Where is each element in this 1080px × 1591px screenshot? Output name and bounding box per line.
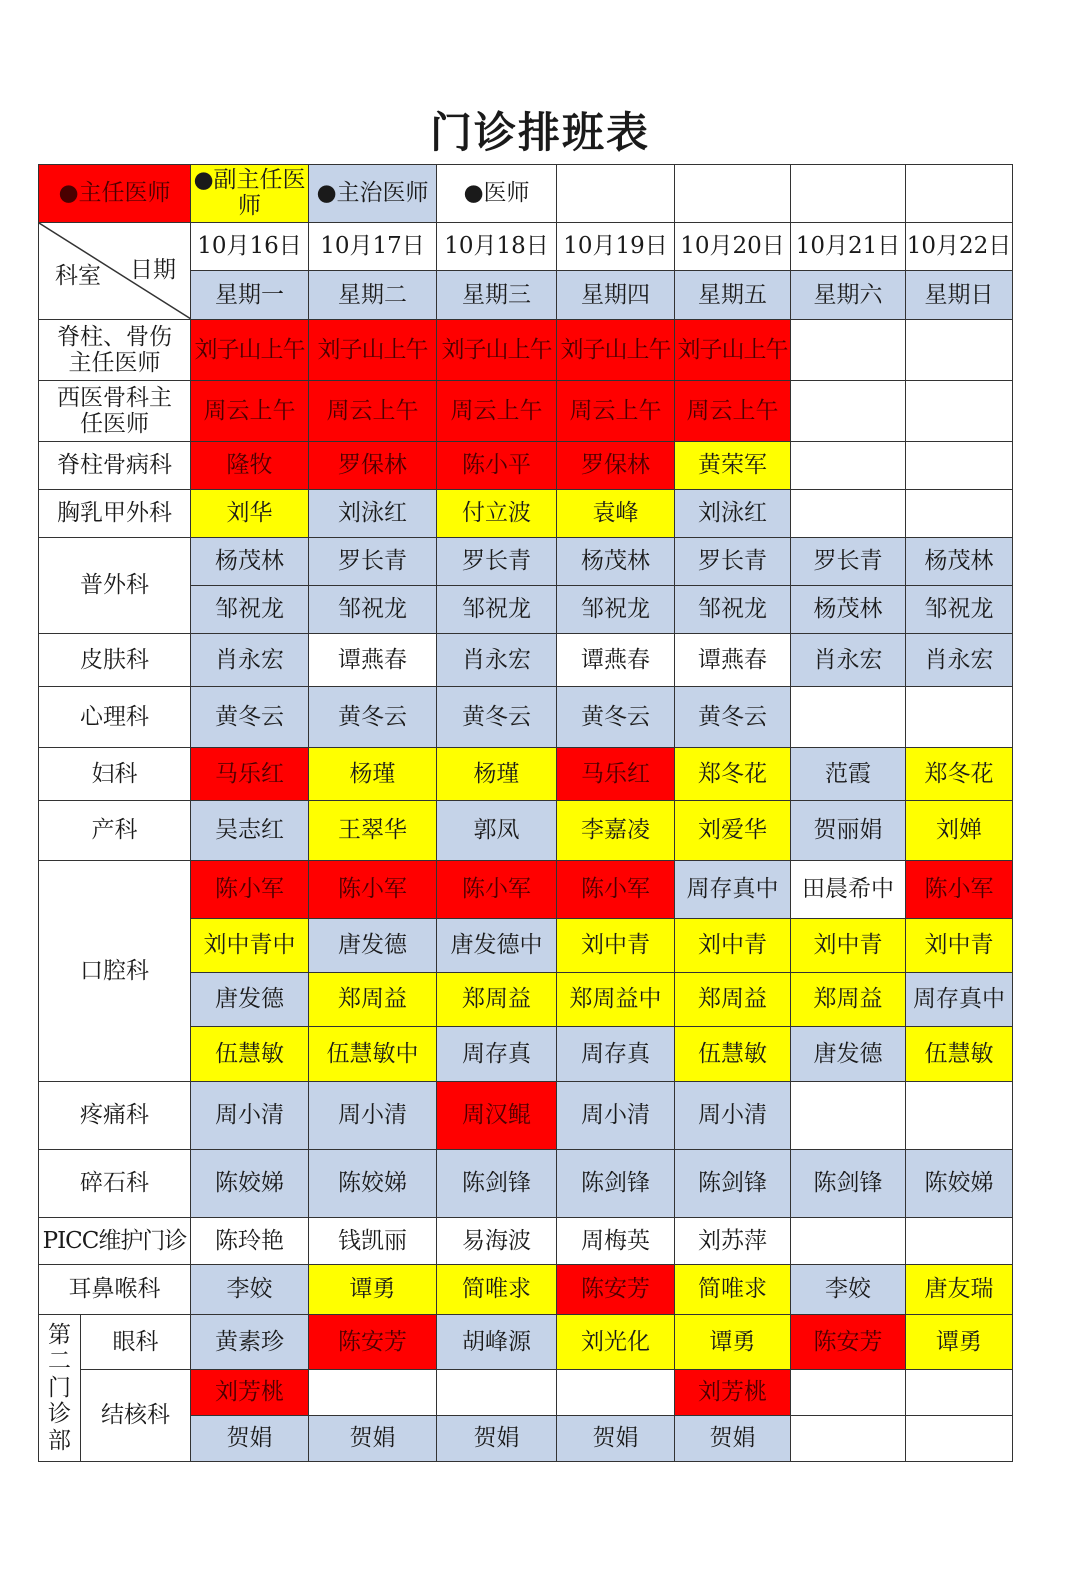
shift-cell: 谭勇 bbox=[309, 1265, 437, 1315]
shift-cell: 刘中青中 bbox=[191, 919, 309, 973]
shift-cell: 伍慧敏 bbox=[675, 1027, 791, 1082]
shift-cell: 周梅英 bbox=[557, 1218, 675, 1265]
shift-cell: 吴志红 bbox=[191, 801, 309, 861]
shift-cell: 陈小军 bbox=[437, 861, 557, 919]
shift-cell: 周小清 bbox=[675, 1082, 791, 1150]
shift-cell: 郭凤 bbox=[437, 801, 557, 861]
shift-cell: 周存真 bbox=[557, 1027, 675, 1082]
shift-cell: 胡峰源 bbox=[437, 1315, 557, 1370]
shift-cell: 刘光化 bbox=[557, 1315, 675, 1370]
legend-row bbox=[39, 165, 1013, 223]
weekday-cell: 星期三 bbox=[437, 271, 557, 320]
corner-dept-label: 科室 bbox=[55, 262, 101, 289]
shift-cell: 唐友瑞 bbox=[906, 1265, 1013, 1315]
shift-cell: 肖永宏 bbox=[906, 634, 1013, 687]
shift-cell: 陈安芳 bbox=[791, 1315, 906, 1370]
shift-cell: 钱凯丽 bbox=[309, 1218, 437, 1265]
shift-cell: 邹祝龙 bbox=[906, 586, 1013, 634]
shift-cell: 贺娟 bbox=[437, 1416, 557, 1462]
schedule-row bbox=[39, 1082, 1013, 1150]
shift-cell: 周存真中 bbox=[906, 973, 1013, 1027]
legend-blank bbox=[675, 165, 791, 223]
dept-cell: 胸乳甲外科 bbox=[39, 490, 191, 538]
shift-cell: 陈小军 bbox=[906, 861, 1013, 919]
dept-cell: 口腔科 bbox=[39, 861, 191, 1082]
shift-cell: 李嘉凌 bbox=[557, 801, 675, 861]
schedule-row bbox=[39, 320, 1013, 381]
shift-cell: 邹祝龙 bbox=[675, 586, 791, 634]
dept-cell: 心理科 bbox=[39, 687, 191, 748]
schedule-row bbox=[39, 634, 1013, 687]
shift-cell: 贺娟 bbox=[675, 1416, 791, 1462]
shift-cell bbox=[791, 1370, 906, 1416]
shift-cell: 周小清 bbox=[557, 1082, 675, 1150]
shift-cell: 郑周益 bbox=[791, 973, 906, 1027]
shift-cell: 陈玲艳 bbox=[191, 1218, 309, 1265]
second-dept-label: 第二门诊部 bbox=[39, 1315, 81, 1462]
shift-cell bbox=[791, 442, 906, 490]
weekday-cell: 星期一 bbox=[191, 271, 309, 320]
shift-cell: 陈小军 bbox=[191, 861, 309, 919]
shift-cell: 周云上午 bbox=[675, 381, 791, 442]
shift-cell: 刘中青 bbox=[557, 919, 675, 973]
shift-cell: 刘苏萍 bbox=[675, 1218, 791, 1265]
shift-cell: 肖永宏 bbox=[791, 634, 906, 687]
shift-cell: 伍慧敏 bbox=[191, 1027, 309, 1082]
shift-cell: 周存真中 bbox=[675, 861, 791, 919]
shift-cell: 刘泳红 bbox=[675, 490, 791, 538]
shift-cell: 陈安芳 bbox=[309, 1315, 437, 1370]
shift-cell: 罗长青 bbox=[791, 538, 906, 586]
shift-cell: 黄冬云 bbox=[437, 687, 557, 748]
shift-cell: 周汉鲲 bbox=[437, 1082, 557, 1150]
shift-cell: 刘中青 bbox=[675, 919, 791, 973]
dept-cell: 眼科 bbox=[81, 1315, 191, 1370]
shift-cell: 黄冬云 bbox=[309, 687, 437, 748]
shift-cell bbox=[906, 381, 1013, 442]
shift-cell bbox=[309, 1370, 437, 1416]
dept-cell: 结核科 bbox=[81, 1370, 191, 1462]
legend-blank bbox=[557, 165, 675, 223]
weekday-cell: 星期日 bbox=[906, 271, 1013, 320]
shift-cell: 肖永宏 bbox=[437, 634, 557, 687]
schedule-row bbox=[39, 861, 1013, 919]
shift-cell: 陈姣娣 bbox=[191, 1150, 309, 1218]
schedule-table bbox=[38, 164, 1013, 1462]
corner-header bbox=[39, 223, 191, 320]
weekday-cell: 星期五 bbox=[675, 271, 791, 320]
shift-cell: 郑冬花 bbox=[675, 748, 791, 801]
shift-cell: 刘子山上午 bbox=[675, 320, 791, 381]
legend-blank bbox=[791, 165, 906, 223]
shift-cell: 谭勇 bbox=[906, 1315, 1013, 1370]
shift-cell: 陈小军 bbox=[309, 861, 437, 919]
dept-cell: 产科 bbox=[39, 801, 191, 861]
dept-cell: PICC维护门诊 bbox=[39, 1218, 191, 1265]
shift-cell: 黄冬云 bbox=[557, 687, 675, 748]
shift-cell: 王翠华 bbox=[309, 801, 437, 861]
shift-cell: 李姣 bbox=[191, 1265, 309, 1315]
shift-cell bbox=[906, 320, 1013, 381]
shift-cell: 隆牧 bbox=[191, 442, 309, 490]
dept-cell: 脊柱、骨伤主任医师 bbox=[39, 320, 191, 381]
shift-cell: 罗保林 bbox=[557, 442, 675, 490]
schedule-row bbox=[39, 1265, 1013, 1315]
shift-cell: 邹祝龙 bbox=[437, 586, 557, 634]
shift-cell: 李姣 bbox=[791, 1265, 906, 1315]
shift-cell bbox=[906, 687, 1013, 748]
shift-cell: 伍慧敏中 bbox=[309, 1027, 437, 1082]
shift-cell: 陈安芳 bbox=[557, 1265, 675, 1315]
date-row bbox=[39, 223, 1013, 271]
shift-cell: 刘华 bbox=[191, 490, 309, 538]
date-cell: 10月20日 bbox=[675, 223, 791, 271]
shift-cell: 黄冬云 bbox=[191, 687, 309, 748]
shift-cell: 易海波 bbox=[437, 1218, 557, 1265]
shift-cell: 周小清 bbox=[191, 1082, 309, 1150]
shift-cell: 袁峰 bbox=[557, 490, 675, 538]
dept-cell: 脊柱骨病科 bbox=[39, 442, 191, 490]
schedule-row bbox=[39, 442, 1013, 490]
shift-cell: 贺娟 bbox=[309, 1416, 437, 1462]
shift-cell: 陈姣娣 bbox=[309, 1150, 437, 1218]
date-cell: 10月22日 bbox=[906, 223, 1013, 271]
weekday-cell: 星期四 bbox=[557, 271, 675, 320]
shift-cell: 谭燕春 bbox=[557, 634, 675, 687]
shift-cell bbox=[906, 490, 1013, 538]
shift-cell: 范霞 bbox=[791, 748, 906, 801]
dept-cell: 妇科 bbox=[39, 748, 191, 801]
shift-cell: 周小清 bbox=[309, 1082, 437, 1150]
shift-cell: 郑周益 bbox=[675, 973, 791, 1027]
shift-cell bbox=[791, 1218, 906, 1265]
shift-cell: 付立波 bbox=[437, 490, 557, 538]
shift-cell: 简唯求 bbox=[675, 1265, 791, 1315]
shift-cell: 杨瑾 bbox=[309, 748, 437, 801]
shift-cell: 马乐红 bbox=[557, 748, 675, 801]
legend-associate-chief-physician: ●副主任医师 bbox=[191, 165, 309, 223]
schedule-row bbox=[39, 538, 1013, 586]
shift-cell: 陈剑锋 bbox=[675, 1150, 791, 1218]
schedule-row bbox=[39, 748, 1013, 801]
shift-cell: 刘中青 bbox=[791, 919, 906, 973]
shift-cell bbox=[791, 320, 906, 381]
shift-cell: 陈剑锋 bbox=[791, 1150, 906, 1218]
shift-cell: 刘芳桃 bbox=[675, 1370, 791, 1416]
date-cell: 10月16日 bbox=[191, 223, 309, 271]
shift-cell bbox=[791, 687, 906, 748]
shift-cell: 杨茂林 bbox=[191, 538, 309, 586]
dept-cell: 皮肤科 bbox=[39, 634, 191, 687]
corner-date-label: 日期 bbox=[130, 257, 177, 283]
dept-cell: 疼痛科 bbox=[39, 1082, 191, 1150]
dept-cell: 普外科 bbox=[39, 538, 191, 634]
shift-cell: 刘子山上午 bbox=[437, 320, 557, 381]
shift-cell: 邹祝龙 bbox=[191, 586, 309, 634]
shift-cell: 贺娟 bbox=[191, 1416, 309, 1462]
schedule-body bbox=[39, 320, 1013, 1462]
legend-attending-physician: ●主治医师 bbox=[309, 165, 437, 223]
schedule-row bbox=[39, 1150, 1013, 1218]
shift-cell: 杨茂林 bbox=[791, 586, 906, 634]
shift-cell bbox=[906, 1218, 1013, 1265]
schedule-row bbox=[39, 687, 1013, 748]
shift-cell bbox=[791, 490, 906, 538]
legend-blank bbox=[906, 165, 1013, 223]
shift-cell: 罗保林 bbox=[309, 442, 437, 490]
schedule-row bbox=[39, 1218, 1013, 1265]
legend-chief-physician: ●主任医师 bbox=[39, 165, 191, 223]
shift-cell: 谭燕春 bbox=[675, 634, 791, 687]
shift-cell: 唐发德 bbox=[191, 973, 309, 1027]
shift-cell: 杨茂林 bbox=[906, 538, 1013, 586]
shift-cell: 罗长青 bbox=[437, 538, 557, 586]
shift-cell: 罗长青 bbox=[675, 538, 791, 586]
schedule-row bbox=[39, 490, 1013, 538]
shift-cell: 唐发德 bbox=[791, 1027, 906, 1082]
shift-cell bbox=[906, 1082, 1013, 1150]
dept-cell: 西医骨科主任医师 bbox=[39, 381, 191, 442]
shift-cell: 陈姣娣 bbox=[906, 1150, 1013, 1218]
shift-cell: 谭勇 bbox=[675, 1315, 791, 1370]
shift-cell: 郑周益 bbox=[309, 973, 437, 1027]
shift-cell: 杨茂林 bbox=[557, 538, 675, 586]
dept-cell: 耳鼻喉科 bbox=[39, 1265, 191, 1315]
shift-cell: 刘子山上午 bbox=[309, 320, 437, 381]
shift-cell bbox=[437, 1370, 557, 1416]
shift-cell: 杨瑾 bbox=[437, 748, 557, 801]
shift-cell: 田晨希中 bbox=[791, 861, 906, 919]
shift-cell: 黄荣军 bbox=[675, 442, 791, 490]
shift-cell: 刘爱华 bbox=[675, 801, 791, 861]
shift-cell: 简唯求 bbox=[437, 1265, 557, 1315]
schedule-row bbox=[39, 1370, 1013, 1416]
date-cell: 10月21日 bbox=[791, 223, 906, 271]
shift-cell: 黄冬云 bbox=[675, 687, 791, 748]
shift-cell: 唐发德中 bbox=[437, 919, 557, 973]
legend-physician: ●医师 bbox=[437, 165, 557, 223]
shift-cell: 刘芳桃 bbox=[191, 1370, 309, 1416]
schedule-row bbox=[39, 801, 1013, 861]
shift-cell: 郑冬花 bbox=[906, 748, 1013, 801]
shift-cell bbox=[906, 442, 1013, 490]
shift-cell: 肖永宏 bbox=[191, 634, 309, 687]
shift-cell: 谭燕春 bbox=[309, 634, 437, 687]
shift-cell: 贺娟 bbox=[557, 1416, 675, 1462]
shift-cell: 刘子山上午 bbox=[557, 320, 675, 381]
shift-cell: 邹祝龙 bbox=[557, 586, 675, 634]
date-cell: 10月18日 bbox=[437, 223, 557, 271]
shift-cell: 周存真 bbox=[437, 1027, 557, 1082]
weekday-cell: 星期二 bbox=[309, 271, 437, 320]
shift-cell bbox=[791, 381, 906, 442]
shift-cell bbox=[906, 1416, 1013, 1462]
shift-cell: 刘子山上午 bbox=[191, 320, 309, 381]
shift-cell: 黄素珍 bbox=[191, 1315, 309, 1370]
shift-cell: 周云上午 bbox=[191, 381, 309, 442]
page-title: 门诊排班表 bbox=[429, 108, 650, 157]
shift-cell: 陈小平 bbox=[437, 442, 557, 490]
shift-cell: 陈小军 bbox=[557, 861, 675, 919]
shift-cell: 陈剑锋 bbox=[437, 1150, 557, 1218]
shift-cell: 陈剑锋 bbox=[557, 1150, 675, 1218]
schedule-row bbox=[39, 381, 1013, 442]
shift-cell: 邹祝龙 bbox=[309, 586, 437, 634]
shift-cell: 刘婵 bbox=[906, 801, 1013, 861]
shift-cell: 伍慧敏 bbox=[906, 1027, 1013, 1082]
shift-cell bbox=[791, 1082, 906, 1150]
shift-cell: 贺丽娟 bbox=[791, 801, 906, 861]
shift-cell: 马乐红 bbox=[191, 748, 309, 801]
shift-cell bbox=[557, 1370, 675, 1416]
shift-cell: 周云上午 bbox=[557, 381, 675, 442]
shift-cell: 罗长青 bbox=[309, 538, 437, 586]
shift-cell: 郑周益中 bbox=[557, 973, 675, 1027]
shift-cell bbox=[791, 1416, 906, 1462]
shift-cell: 刘中青 bbox=[906, 919, 1013, 973]
weekday-cell: 星期六 bbox=[791, 271, 906, 320]
date-cell: 10月17日 bbox=[309, 223, 437, 271]
date-cell: 10月19日 bbox=[557, 223, 675, 271]
schedule-row bbox=[39, 1315, 1013, 1370]
dept-cell: 碎石科 bbox=[39, 1150, 191, 1218]
shift-cell: 刘泳红 bbox=[309, 490, 437, 538]
shift-cell bbox=[906, 1370, 1013, 1416]
shift-cell: 周云上午 bbox=[309, 381, 437, 442]
shift-cell: 周云上午 bbox=[437, 381, 557, 442]
shift-cell: 唐发德 bbox=[309, 919, 437, 973]
shift-cell: 郑周益 bbox=[437, 973, 557, 1027]
